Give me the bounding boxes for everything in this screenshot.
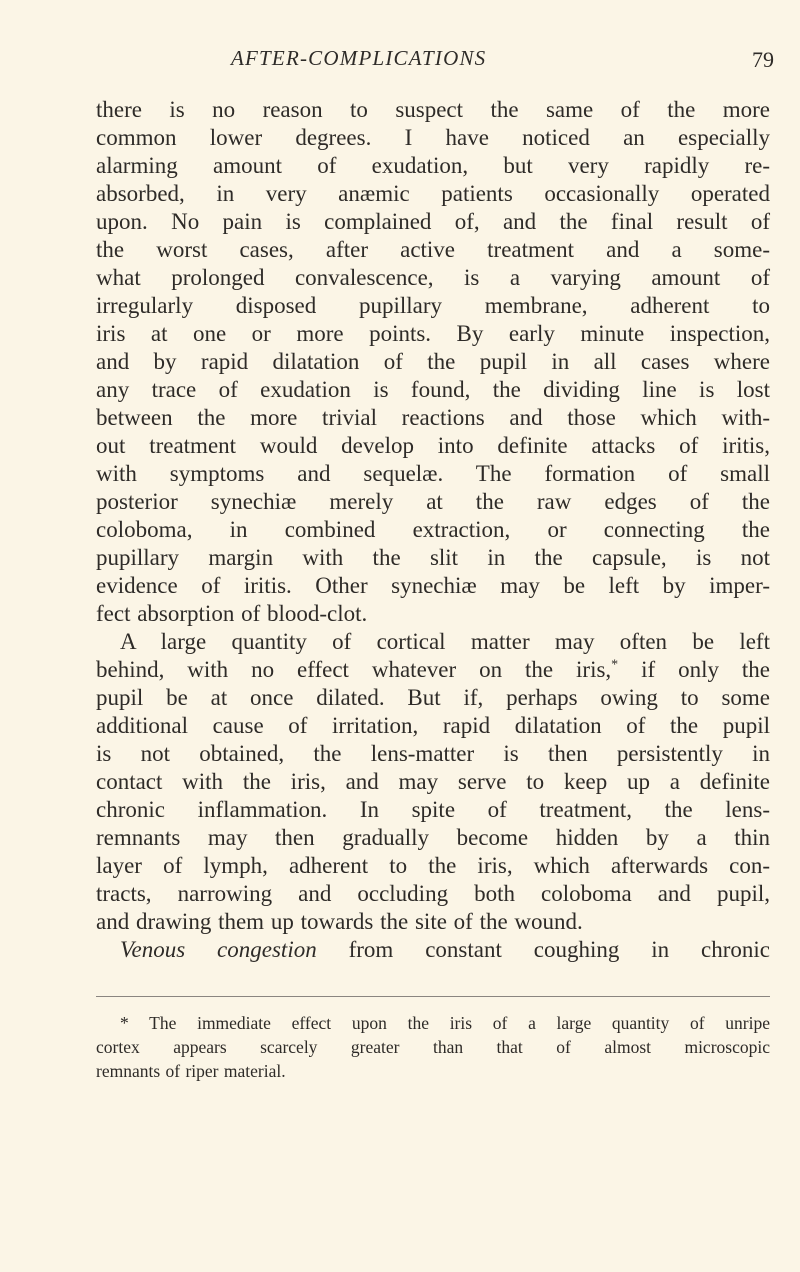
text-line — [96, 292, 770, 320]
text-segment: irregularly disposed pupillary membrane, adherent to — [96, 293, 770, 318]
text-segment: contact with the iris, and may serve to keep up a definite — [96, 769, 770, 794]
text-line — [96, 628, 770, 656]
text-segment: between the more trivial reactions and those which with- — [96, 405, 770, 430]
text-segment: the worst cases, after active treatment and a some- — [96, 237, 770, 262]
text-segment: behind, with no effect whatever on the iris, — [96, 657, 612, 682]
text-line — [96, 208, 770, 236]
text-line — [96, 264, 770, 292]
text-segment: common lower degrees. I have noticed an especially — [96, 125, 770, 150]
text-line — [96, 348, 770, 376]
text-line — [96, 656, 770, 684]
text-segment: absorbed, in very anæmic patients occasionally operated — [96, 181, 770, 206]
footnote-marker: * — [611, 657, 619, 673]
text-line — [96, 432, 770, 460]
text-segment: with symptoms and sequelæ. The formation of small — [96, 461, 770, 486]
text-line — [96, 880, 770, 908]
text-line — [96, 824, 770, 852]
text-line — [96, 124, 770, 152]
text-segment: posterior synechiæ merely at the raw edges of the — [96, 489, 770, 514]
text-line — [96, 684, 770, 712]
text-segment: upon. No pain is complained of, and the final result of — [96, 209, 770, 234]
text-segment: chronic inflammation. In spite of treatment, the lens- — [96, 797, 770, 822]
text-segment: coloboma, in combined extraction, or connecting the — [96, 517, 770, 542]
text-segment: is not obtained, the lens-matter is then persistently in — [96, 741, 770, 766]
text-line — [96, 320, 770, 348]
text-line — [96, 544, 770, 572]
footnote — [96, 1011, 770, 1083]
text-segment: any trace of exudation is found, the dividing line is lost — [96, 377, 770, 402]
body-text — [96, 96, 770, 964]
text-segment: tracts, narrowing and occluding both coloboma and pupil, — [96, 881, 770, 906]
text-segment: additional cause of irritation, rapid dilatation of the pupil — [96, 713, 770, 738]
text-line — [96, 404, 770, 432]
text-line — [96, 740, 770, 768]
text-line — [96, 712, 770, 740]
text-line — [96, 376, 770, 404]
text-line — [96, 488, 770, 516]
text-segment: what prolonged convalescence, is a varying amount of — [96, 265, 770, 290]
footnote-line: remnants of riper material. — [96, 1061, 286, 1081]
text-line — [96, 460, 770, 488]
text-line — [96, 152, 770, 180]
running-head: AFTER-COMPLICATIONS — [231, 46, 487, 70]
text-line — [96, 768, 770, 796]
text-line — [96, 516, 770, 544]
text-line — [96, 180, 770, 208]
text-line — [96, 600, 770, 628]
text-segment: iris at one or more points. By early minute inspection, — [96, 321, 770, 346]
text-segment: there is no reason to suspect the same of the more — [96, 97, 770, 122]
text-line — [96, 908, 770, 936]
text-line — [96, 852, 770, 880]
text-segment: evidence of iritis. Other synechiæ may be left by imper- — [96, 573, 770, 598]
text-segment: from constant coughing in chronic — [316, 937, 770, 962]
text-segment: A large quantity of cortical matter may often be left — [120, 629, 770, 654]
text-segment: alarming amount of exudation, but very rapidly re- — [96, 153, 770, 178]
text-segment: out treatment would develop into definite attacks of iritis, — [96, 433, 770, 458]
text-line — [96, 936, 770, 964]
text-segment: fect absorption of blood-clot. — [96, 601, 368, 626]
text-segment: and by rapid dilatation of the pupil in all cases where — [96, 349, 770, 374]
text-segment: pupillary margin with the slit in the capsule, is not — [96, 545, 770, 570]
text-line — [96, 796, 770, 824]
footnote-divider — [96, 996, 770, 997]
text-segment: Venous congestion — [120, 937, 317, 962]
page-number: 79 — [752, 47, 774, 72]
footnote-line: cortex appears scarcely greater than that of almost microscopic — [96, 1037, 770, 1057]
text-line — [96, 236, 770, 264]
text-segment: pupil be at once dilated. But if, perhaps owing to some — [96, 685, 770, 710]
text-line — [96, 96, 770, 124]
text-segment: if only the — [618, 657, 770, 682]
text-segment: remnants may then gradually become hidden by a thin — [96, 825, 770, 850]
text-line — [96, 572, 770, 600]
text-segment: and drawing them up towards the site of the wound. — [96, 909, 583, 934]
footnote-line: * The immediate effect upon the iris of a large quantity of unripe — [120, 1013, 770, 1033]
text-segment: layer of lymph, adherent to the iris, which afterwards con- — [96, 853, 770, 878]
